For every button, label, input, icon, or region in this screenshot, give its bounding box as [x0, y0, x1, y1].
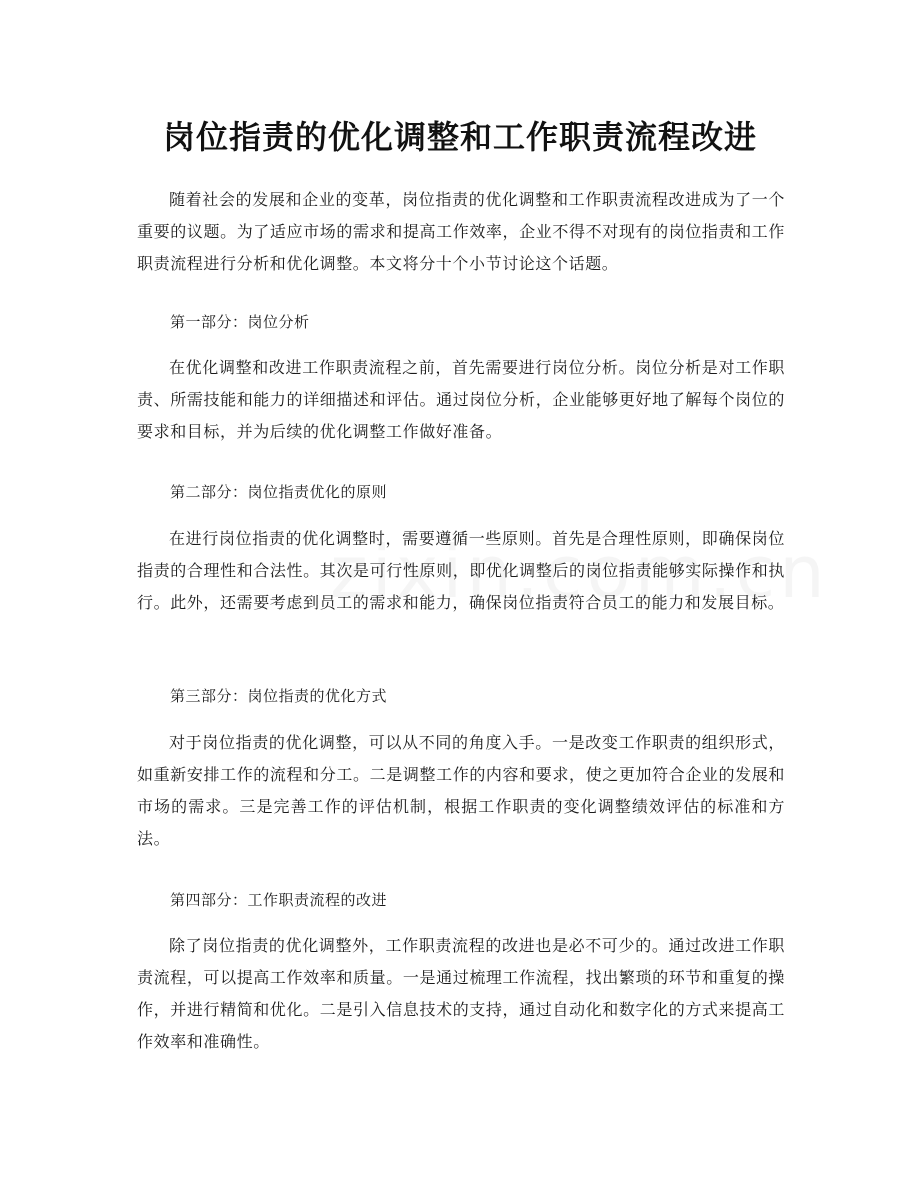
document-title: 岗位指责的优化调整和工作职责流程改进: [162, 118, 757, 156]
section-3-paragraph: 对于岗位指责的优化调整，可以从不同的角度入手。一是改变工作职责的组织形式，如重新安排工作的流程和分工。二是调整工作的内容和要求，使之更加符合企业的发展和市场的需求。三是完善工作的评估机制，根据工作职责的变化调整绩效评估的标准和方法。: [137, 733, 785, 848]
section-4-paragraph: 除了岗位指责的优化调整外，工作职责流程的改进也是必不可少的。通过改进工作职责流程，可以提高工作效率和质量。一是通过梳理工作流程，找出繁琐的环节和重复的操作，并进行精简和优化。二是引入信息技术的支持，通过自动化和数字化的方式来提高工作效率和准确性。: [137, 936, 785, 1051]
intro-paragraph: 随着社会的发展和企业的变革，岗位指责的优化调整和工作职责流程改进成为了一个重要的议题。为了适应市场的需求和提高工作效率，企业不得不对现有的岗位指责和工作职责流程进行分析和优化调整。本文将分十个小节讨论这个话题。: [137, 190, 785, 273]
section-2-heading: 第二部分：岗位指责优化的原则: [170, 483, 388, 501]
section-1-heading: 第一部分：岗位分析: [170, 313, 310, 331]
section-1-paragraph: 在优化调整和改进工作职责流程之前，首先需要进行岗位分析。岗位分析是对工作职责、所需技能和能力的详细描述和评估。通过岗位分析，企业能够更好地了解每个岗位的要求和目标，并为后续的优化调整工作做好准备。: [137, 358, 785, 441]
section-3-heading: 第三部分：岗位指责的优化方式: [170, 687, 388, 705]
section-4-heading: 第四部分：工作职责流程的改进: [170, 891, 388, 909]
section-2-paragraph: 在进行岗位指责的优化调整时，需要遵循一些原则。首先是合理性原则，即确保岗位指责的合理性和合法性。其次是可行性原则，即优化调整后的岗位指责能够实际操作和执行。此外，还需要考虑到员工的需求和能力，确保岗位指责符合员工的能力和发展目标。: [137, 529, 785, 612]
